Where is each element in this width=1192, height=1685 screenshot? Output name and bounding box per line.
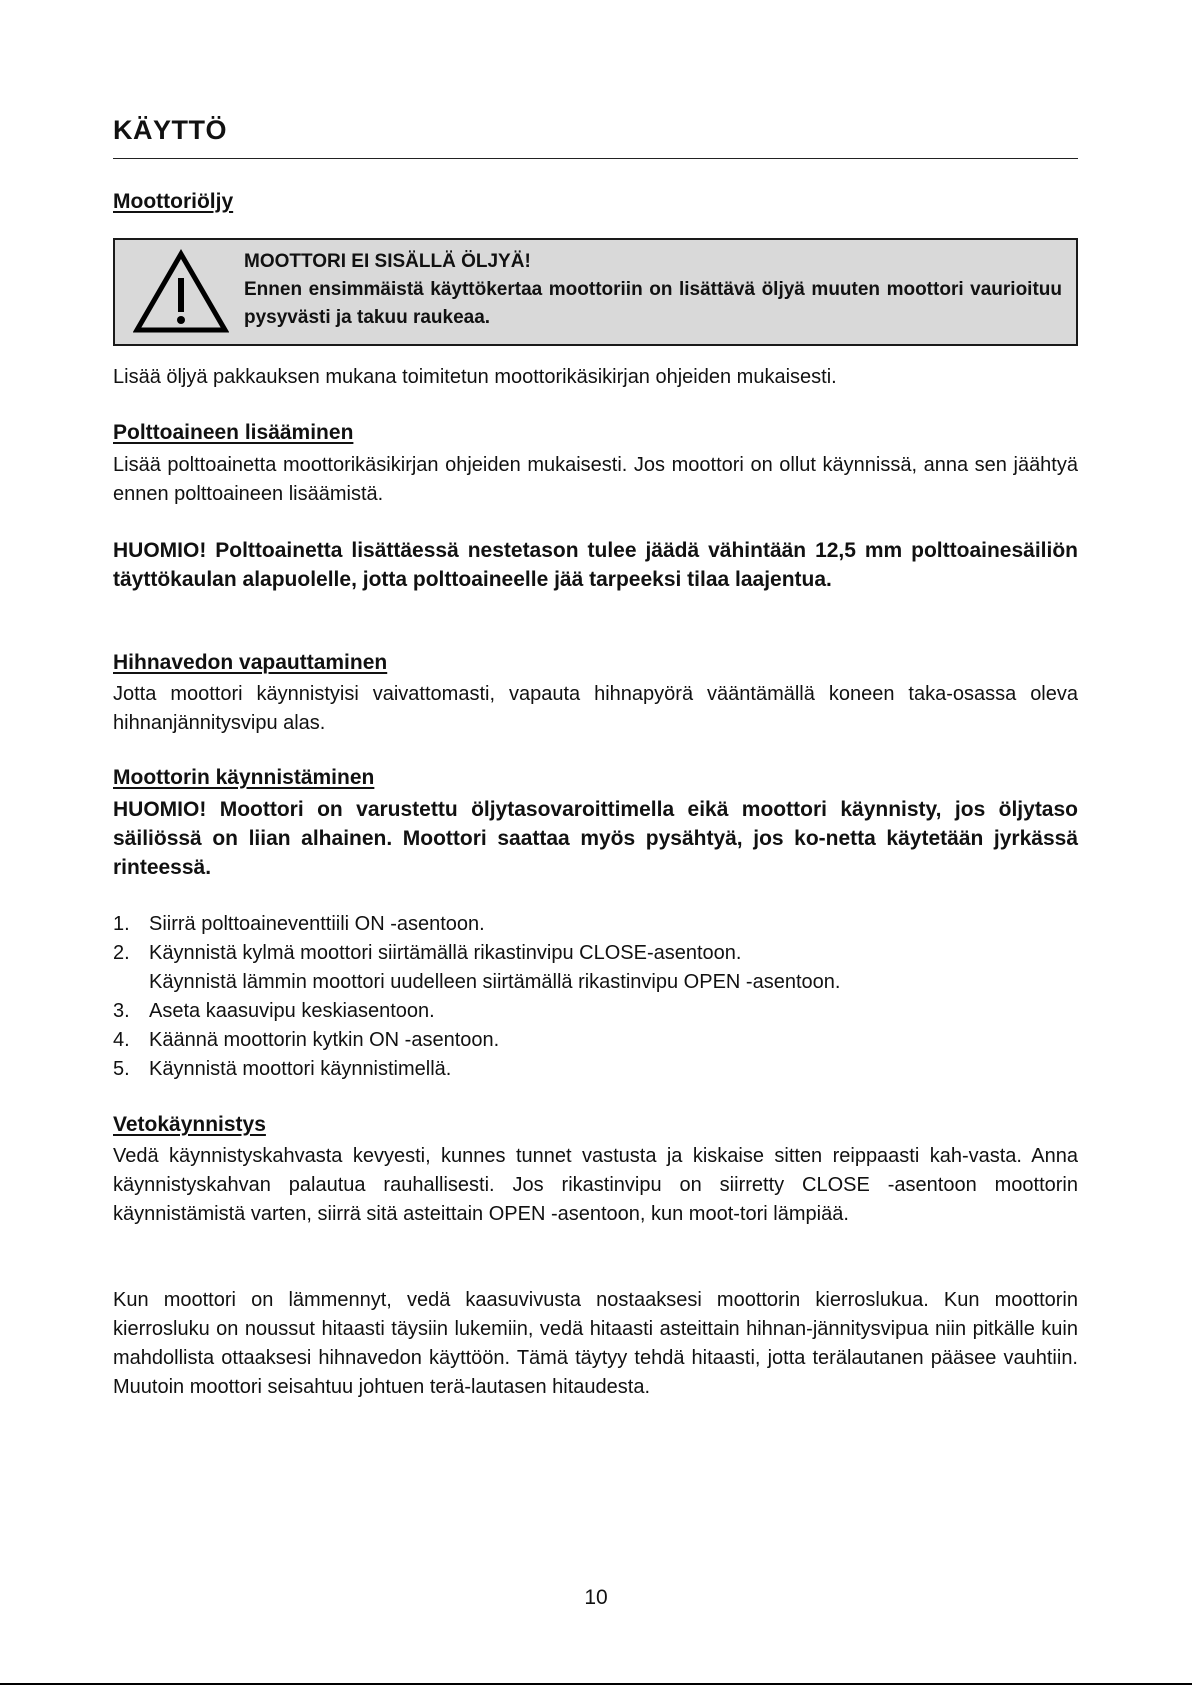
warning-box [113, 238, 1078, 346]
pull-start-body-2: Kun moottori on lämmennyt, vedä kaasuvivusta nostaaksesi moottorin kierroslukua. Kun moottorin kierrosluku on noussut hitaasti täysiin lukemiin, vedä hitaasti asteittain hihnan-jännitysvipua niin pitkälle kuin mahdollista ottaaksesi hihnavedon käyttöön. Tämä täytyy tehdä hitaasti, jotta terälautanen pääsee vauhtiin. Muutoin moottori seisahtuu johtuen terä-lautasen hitaudesta. [113, 1289, 1078, 1398]
list-item: 4. Käännä moottorin kytkin ON -asentoon. [113, 1029, 500, 1051]
section-heading-start: Moottorin käynnistäminen [113, 766, 375, 789]
page-number: 10 [584, 1586, 608, 1609]
warning-title: MOOTTORI EI SISÄLLÄ ÖLJYÄ! [244, 251, 531, 272]
warning-triangle-icon [133, 248, 229, 336]
start-note: HUOMIO! Moottori on varustettu öljytasovaroittimella eikä moottori käynnisty, jos öljytaso säiliössä on liian alhainen. Moottori saattaa myös pysähtyä, jos ko-netta käytetään jyrkässä rinteessä. [113, 798, 1078, 879]
oil-body: Lisää öljyä pakkauksen mukana toimitetun moottorikäsikirjan ohjeiden mukaisesti. [113, 366, 837, 388]
start-steps-list [113, 910, 840, 1084]
section-heading-pull-start: Vetokäynnistys [113, 1113, 266, 1136]
fuel-body: Lisää polttoainetta moottorikäsikirjan ohjeiden mukaisesti. Jos moottori on ollut käynnissä, anna sen jäähtyä ennen polttoaineen lisäämistä. [113, 454, 1078, 505]
section-heading-oil: Moottoriöljy [113, 190, 234, 213]
page-title: KÄYTTÖ [113, 115, 227, 145]
fuel-note: HUOMIO! Polttoainetta lisättäessä nestetason tulee jäädä vähintään 12,5 mm polttoainesäiliön täyttökaulan alapuolelle, jotta polttoaineelle jää tarpeeksi tilaa laajentua. [113, 539, 1078, 591]
pull-start-body: Vedä käynnistyskahvasta kevyesti, kunnes tunnet vastusta ja kiskaise sitten reippaasti kah-vasta. Anna käynnistyskahvan palautua rauhallisesti. Jos rikastinvipu on siirretty CLOSE -asentoon moottorin käynnistämistä varten, siirrä sitä asteittain OPEN -asentoon, kun moot-tori lämpiää. [113, 1145, 1078, 1225]
list-item: 1. Siirrä polttoaineventtiili ON -asentoon. [113, 913, 485, 935]
list-item: 2. Käynnistä kylmä moottori siirtämällä rikastinvipu CLOSE-asentoon. Käynnistä lämmin moottori uudelleen siirtämällä rikastinvipu OPEN -asentoon. [113, 942, 841, 993]
warning-text: Ennen ensimmäistä käyttökertaa moottoriin on lisättävä öljyä muuten moottori vaurioituu pysyvästi ja takuu raukeaa. [244, 279, 1062, 328]
belt-body: Jotta moottori käynnistyisi vaivattomasti, vapauta hihnapyörä vääntämällä koneen taka-osassa oleva hihnanjännitysvipu alas. [113, 683, 1078, 734]
section-heading-belt: Hihnavedon vapauttaminen [113, 651, 388, 674]
list-item: 5. Käynnistä moottori käynnistimellä. [113, 1058, 452, 1080]
list-item: 3. Aseta kaasuvipu keskiasentoon. [113, 1000, 435, 1022]
section-heading-fuel: Polttoaineen lisääminen [113, 421, 354, 444]
title-divider [113, 158, 1078, 159]
